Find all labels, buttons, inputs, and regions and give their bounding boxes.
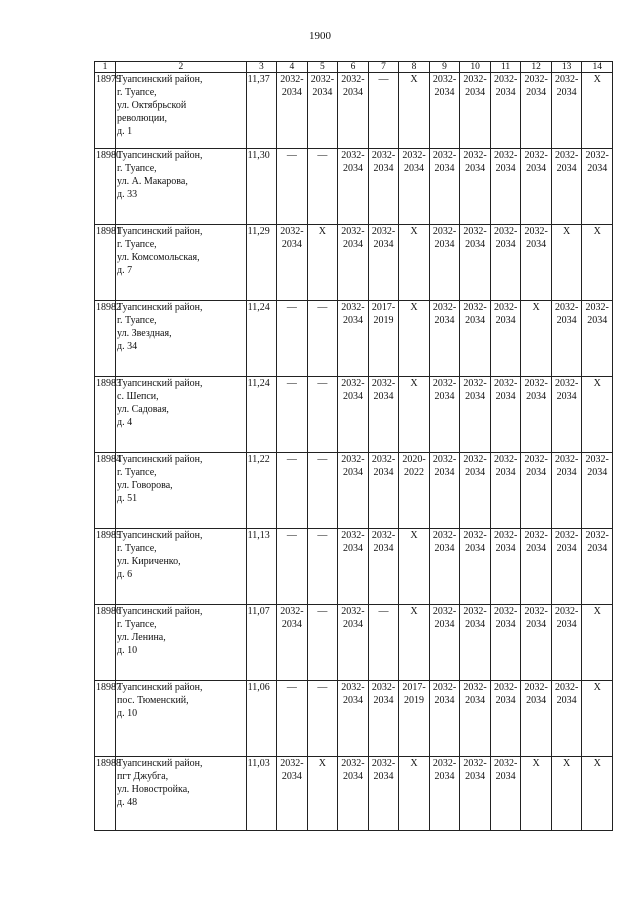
address-line: ул. А. Макарова, xyxy=(117,176,188,187)
period-cell-col-4: — xyxy=(277,681,308,757)
period-cell-col-14: 2032- 2034 xyxy=(582,529,613,605)
area-cell: 11,03 xyxy=(246,757,277,831)
period-cell-col-14: Х xyxy=(582,681,613,757)
period-cell-col-7: 2032- 2034 xyxy=(368,453,399,529)
period-cell-col-7: 2032- 2034 xyxy=(368,529,399,605)
period-cell-col-6: 2032- 2034 xyxy=(338,73,369,149)
period-cell-col-11: 2032- 2034 xyxy=(490,149,521,225)
period-cell-col-5: — xyxy=(307,453,338,529)
period-cell-col-10: 2032- 2034 xyxy=(460,757,491,831)
period-cell-col-4: — xyxy=(277,377,308,453)
period-cell-col-10: 2032- 2034 xyxy=(460,149,491,225)
period-cell-col-5: — xyxy=(307,149,338,225)
period-cell-col-5: — xyxy=(307,301,338,377)
period-cell-col-4: — xyxy=(277,301,308,377)
header-col-3: 3 xyxy=(246,62,277,73)
period-cell-col-6: 2032- 2034 xyxy=(338,377,369,453)
period-cell-col-14: 2032- 2034 xyxy=(582,301,613,377)
row-number: 18982 xyxy=(95,301,116,377)
period-cell-col-13: 2032- 2034 xyxy=(551,149,582,225)
header-col-9: 9 xyxy=(429,62,460,73)
address-line: Туапсинский район, xyxy=(117,378,203,389)
period-cell-col-4: — xyxy=(277,529,308,605)
address-line: д. 34 xyxy=(117,341,138,352)
row-number: 18984 xyxy=(95,453,116,529)
address-line: г. Туапсе, xyxy=(117,239,157,250)
period-cell-col-14: 2032- 2034 xyxy=(582,453,613,529)
table-row xyxy=(95,225,613,301)
address-line: д. 6 xyxy=(117,569,133,580)
period-cell-col-13: 2032- 2034 xyxy=(551,529,582,605)
period-cell-col-6: 2032- 2034 xyxy=(338,681,369,757)
period-cell-col-8: Х xyxy=(399,301,430,377)
period-cell-col-8: 2017- 2019 xyxy=(399,681,430,757)
address-line: д. 4 xyxy=(117,417,133,428)
period-cell-col-9: 2032- 2034 xyxy=(429,225,460,301)
table-row xyxy=(95,681,613,757)
header-col-14: 14 xyxy=(582,62,613,73)
address-line: г. Туапсе, xyxy=(117,315,157,326)
address-line: ул. Комсомольская, xyxy=(117,252,200,263)
period-cell-col-9: 2032- 2034 xyxy=(429,377,460,453)
period-cell-col-12: 2032- 2034 xyxy=(521,73,552,149)
period-cell-col-7: 2032- 2034 xyxy=(368,757,399,831)
address-line: пос. Тюменский, xyxy=(117,695,189,706)
period-cell-col-13: Х xyxy=(551,225,582,301)
header-col-6: 6 xyxy=(338,62,369,73)
header-row xyxy=(95,62,613,73)
period-cell-col-5: Х xyxy=(307,225,338,301)
period-cell-col-13: 2032- 2034 xyxy=(551,453,582,529)
period-cell-col-11: 2032- 2034 xyxy=(490,529,521,605)
row-number: 18988 xyxy=(95,757,116,831)
period-cell-col-13: Х xyxy=(551,757,582,831)
period-cell-col-7: 2032- 2034 xyxy=(368,681,399,757)
header-col-1: 1 xyxy=(95,62,116,73)
address-line: Туапсинский район, xyxy=(117,226,203,237)
period-cell-col-6: 2032- 2034 xyxy=(338,301,369,377)
period-cell-col-12: Х xyxy=(521,301,552,377)
area-cell: 11,22 xyxy=(246,453,277,529)
period-cell-col-10: 2032- 2034 xyxy=(460,681,491,757)
period-cell-col-8: Х xyxy=(399,225,430,301)
period-cell-col-5: — xyxy=(307,529,338,605)
period-cell-col-11: 2032- 2034 xyxy=(490,377,521,453)
period-cell-col-10: 2032- 2034 xyxy=(460,605,491,681)
period-cell-col-11: 2032- 2034 xyxy=(490,453,521,529)
period-cell-col-11: 2032- 2034 xyxy=(490,73,521,149)
period-cell-col-12: 2032- 2034 xyxy=(521,605,552,681)
table-row xyxy=(95,377,613,453)
period-cell-col-9: 2032- 2034 xyxy=(429,757,460,831)
period-cell-col-9: 2032- 2034 xyxy=(429,149,460,225)
period-cell-col-4: 2032- 2034 xyxy=(277,605,308,681)
address-line: пгт Джубга, xyxy=(117,771,169,782)
period-cell-col-10: 2032- 2034 xyxy=(460,301,491,377)
buildings-table xyxy=(94,61,613,831)
address-line: ул. Садовая, xyxy=(117,404,169,415)
period-cell-col-5: — xyxy=(307,681,338,757)
address-cell xyxy=(116,301,247,377)
table-row xyxy=(95,605,613,681)
period-cell-col-13: 2032- 2034 xyxy=(551,73,582,149)
period-cell-col-6: 2032- 2034 xyxy=(338,225,369,301)
address-cell xyxy=(116,529,247,605)
period-cell-col-7: — xyxy=(368,73,399,149)
header-col-7: 7 xyxy=(368,62,399,73)
period-cell-col-6: 2032- 2034 xyxy=(338,529,369,605)
address-line: д. 1 xyxy=(117,126,133,137)
area-cell: 11,13 xyxy=(246,529,277,605)
header-col-2: 2 xyxy=(116,62,247,73)
period-cell-col-4: 2032- 2034 xyxy=(277,73,308,149)
address-line: ул. Кириченко, xyxy=(117,556,181,567)
period-cell-col-14: 2032- 2034 xyxy=(582,149,613,225)
header-col-8: 8 xyxy=(399,62,430,73)
address-line: г. Туапсе, xyxy=(117,163,157,174)
header-col-12: 12 xyxy=(521,62,552,73)
area-cell: 11,37 xyxy=(246,73,277,149)
period-cell-col-4: 2032- 2034 xyxy=(277,757,308,831)
address-line: г. Туапсе, xyxy=(117,467,157,478)
address-cell xyxy=(116,757,247,831)
period-cell-col-6: 2032- 2034 xyxy=(338,453,369,529)
address-cell xyxy=(116,681,247,757)
period-cell-col-7: — xyxy=(368,605,399,681)
period-cell-col-5: Х xyxy=(307,757,338,831)
period-cell-col-7: 2032- 2034 xyxy=(368,377,399,453)
period-cell-col-12: 2032- 2034 xyxy=(521,225,552,301)
area-cell: 11,30 xyxy=(246,149,277,225)
table-row xyxy=(95,301,613,377)
period-cell-col-14: Х xyxy=(582,757,613,831)
period-cell-col-8: Х xyxy=(399,73,430,149)
address-cell xyxy=(116,377,247,453)
row-number: 18980 xyxy=(95,149,116,225)
period-cell-col-9: 2032- 2034 xyxy=(429,681,460,757)
period-cell-col-13: 2032- 2034 xyxy=(551,681,582,757)
address-line: г. Туапсе, xyxy=(117,619,157,630)
period-cell-col-9: 2032- 2034 xyxy=(429,605,460,681)
period-cell-col-4: — xyxy=(277,149,308,225)
period-cell-col-14: Х xyxy=(582,73,613,149)
period-cell-col-14: Х xyxy=(582,225,613,301)
period-cell-col-9: 2032- 2034 xyxy=(429,453,460,529)
period-cell-col-9: 2032- 2034 xyxy=(429,529,460,605)
row-number: 18985 xyxy=(95,529,116,605)
period-cell-col-8: Х xyxy=(399,757,430,831)
address-line: Туапсинский район, xyxy=(117,682,203,693)
period-cell-col-8: Х xyxy=(399,605,430,681)
period-cell-col-11: 2032- 2034 xyxy=(490,757,521,831)
period-cell-col-11: 2032- 2034 xyxy=(490,301,521,377)
period-cell-col-6: 2032- 2034 xyxy=(338,605,369,681)
period-cell-col-9: 2032- 2034 xyxy=(429,73,460,149)
period-cell-col-9: 2032- 2034 xyxy=(429,301,460,377)
area-cell: 11,29 xyxy=(246,225,277,301)
row-number: 18981 xyxy=(95,225,116,301)
table-row xyxy=(95,757,613,831)
period-cell-col-8: 2032- 2034 xyxy=(399,149,430,225)
period-cell-col-10: 2032- 2034 xyxy=(460,377,491,453)
address-cell xyxy=(116,453,247,529)
address-line: ул. Говорова, xyxy=(117,480,173,491)
address-line: г. Туапсе, xyxy=(117,543,157,554)
header-col-11: 11 xyxy=(490,62,521,73)
address-line: Туапсинский район, xyxy=(117,606,203,617)
period-cell-col-12: 2032- 2034 xyxy=(521,529,552,605)
address-line: Туапсинский район, xyxy=(117,530,203,541)
period-cell-col-5: — xyxy=(307,377,338,453)
address-line: Туапсинский район, xyxy=(117,454,203,465)
period-cell-col-6: 2032- 2034 xyxy=(338,149,369,225)
period-cell-col-7: 2017- 2019 xyxy=(368,301,399,377)
table-row xyxy=(95,453,613,529)
period-cell-col-12: 2032- 2034 xyxy=(521,149,552,225)
row-number: 18987 xyxy=(95,681,116,757)
address-line: ул. Октябрьской xyxy=(117,100,187,111)
address-line: ул. Звездная, xyxy=(117,328,172,339)
header-col-5: 5 xyxy=(307,62,338,73)
period-cell-col-14: Х xyxy=(582,605,613,681)
area-cell: 11,24 xyxy=(246,377,277,453)
address-line: ул. Новостройка, xyxy=(117,784,190,795)
table-row xyxy=(95,529,613,605)
period-cell-col-12: 2032- 2034 xyxy=(521,377,552,453)
address-line: д. 7 xyxy=(117,265,133,276)
period-cell-col-10: 2032- 2034 xyxy=(460,529,491,605)
period-cell-col-10: 2032- 2034 xyxy=(460,73,491,149)
period-cell-col-8: Х xyxy=(399,529,430,605)
period-cell-col-8: Х xyxy=(399,377,430,453)
area-cell: 11,06 xyxy=(246,681,277,757)
area-cell: 11,07 xyxy=(246,605,277,681)
address-line: д. 33 xyxy=(117,189,138,200)
period-cell-col-13: 2032- 2034 xyxy=(551,605,582,681)
header-col-10: 10 xyxy=(460,62,491,73)
period-cell-col-11: 2032- 2034 xyxy=(490,605,521,681)
page-number: 1900 xyxy=(309,30,331,42)
period-cell-col-12: 2032- 2034 xyxy=(521,453,552,529)
period-cell-col-11: 2032- 2034 xyxy=(490,225,521,301)
table-row xyxy=(95,149,613,225)
address-cell xyxy=(116,149,247,225)
address-line: ул. Ленина, xyxy=(117,632,166,643)
address-line: Туапсинский район, xyxy=(117,302,203,313)
address-line: с. Шепси, xyxy=(117,391,159,402)
period-cell-col-5: — xyxy=(307,605,338,681)
table-header xyxy=(95,62,613,73)
period-cell-col-13: 2032- 2034 xyxy=(551,377,582,453)
table-body xyxy=(95,73,613,831)
address-cell xyxy=(116,225,247,301)
period-cell-col-5: 2032- 2034 xyxy=(307,73,338,149)
row-number: 18979 xyxy=(95,73,116,149)
period-cell-col-12: Х xyxy=(521,757,552,831)
period-cell-col-7: 2032- 2034 xyxy=(368,149,399,225)
period-cell-col-10: 2032- 2034 xyxy=(460,225,491,301)
address-line: Туапсинский район, xyxy=(117,74,203,85)
period-cell-col-12: 2032- 2034 xyxy=(521,681,552,757)
period-cell-col-4: — xyxy=(277,453,308,529)
address-cell xyxy=(116,73,247,149)
address-line: Туапсинский район, xyxy=(117,758,203,769)
header-col-4: 4 xyxy=(277,62,308,73)
period-cell-col-7: 2032- 2034 xyxy=(368,225,399,301)
period-cell-col-10: 2032- 2034 xyxy=(460,453,491,529)
row-number: 18986 xyxy=(95,605,116,681)
header-col-13: 13 xyxy=(551,62,582,73)
address-line: д. 51 xyxy=(117,493,138,504)
address-cell xyxy=(116,605,247,681)
period-cell-col-4: 2032- 2034 xyxy=(277,225,308,301)
address-line: г. Туапсе, xyxy=(117,87,157,98)
period-cell-col-8: 2020- 2022 xyxy=(399,453,430,529)
period-cell-col-11: 2032- 2034 xyxy=(490,681,521,757)
address-line: революции, xyxy=(117,113,168,124)
row-number: 18983 xyxy=(95,377,116,453)
address-line: д. 48 xyxy=(117,797,138,808)
period-cell-col-6: 2032- 2034 xyxy=(338,757,369,831)
address-line: Туапсинский район, xyxy=(117,150,203,161)
period-cell-col-14: Х xyxy=(582,377,613,453)
area-cell: 11,24 xyxy=(246,301,277,377)
table-row xyxy=(95,73,613,149)
period-cell-col-13: 2032- 2034 xyxy=(551,301,582,377)
address-line: д. 10 xyxy=(117,645,138,656)
address-line: д. 10 xyxy=(117,708,138,719)
